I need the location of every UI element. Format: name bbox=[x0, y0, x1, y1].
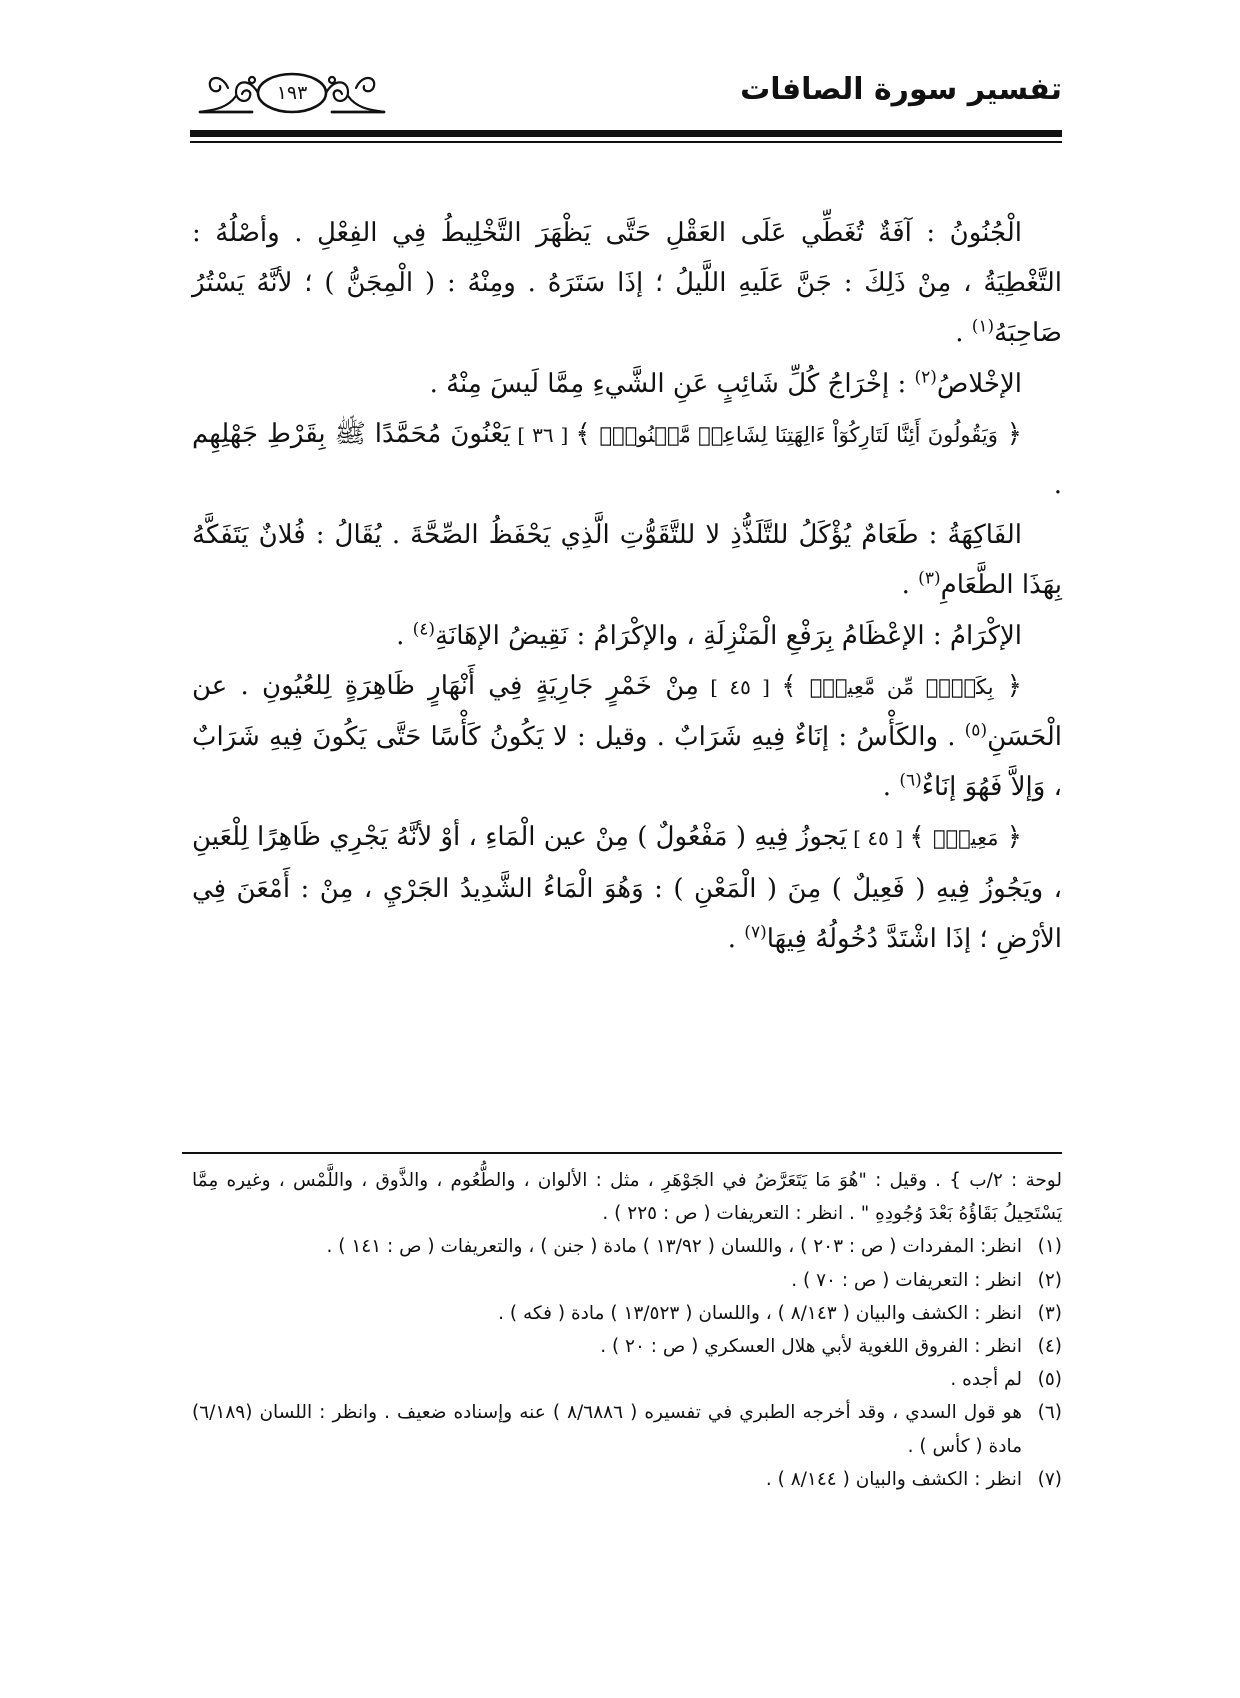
footnote-text: انظر : الكشف والبيان ( ٨/١٤٣ ) ، واللسان ( ١٣/٥٢٣ ) مادة ( فكه ) . bbox=[498, 1302, 1022, 1324]
paragraph-verse-45-kas: ﴿ بِكَأۡسٖ مِّن مَّعِينِۭ ﴾ [ ٤٥ ] مِنْ خَمْرٍ جَارِيَةٍ فِي أَنْهَارٍ ظَاهِرَةٍ لِلعُيُونِ . عن الْحَسَنِ$^{(٥)}$ . والكَأْسُ : إنَاءٌ فِيهِ شَرَابٌ . وقيل : لا يَكُونُ كَأْسًا حَتَّى يَكُونَ فِيهِ شَرَابٌ ، وَإلاَّ فَهُوَ إنَاءٌ$^{(٦)}$ . bbox=[192, 670, 1062, 803]
quran-quote: وَيَقُولُونَ أَئِنَّا لَتَارِكُوٓاْ ءَالِهَتِنَا لِشَاعِرٖ مَّجۡنُونِۭ bbox=[599, 422, 998, 447]
footnote-text: انظر: المفردات ( ص : ٢٠٣ ) ، واللسان ( ١٣/٩٢ ) مادة ( جنن ) ، والتعريفات ( ص : ١٤١ ) . bbox=[326, 1236, 1022, 1258]
footnote-ref[interactable]: (٢) bbox=[914, 366, 937, 387]
quran-close-bracket: ﴾ bbox=[575, 418, 600, 449]
header-rule-thick bbox=[190, 130, 1062, 137]
footnote-number: (٣) bbox=[1037, 1302, 1062, 1324]
page-number-ornament bbox=[192, 66, 392, 120]
footnote-ref[interactable]: (٧) bbox=[744, 922, 767, 943]
header-rule-thin bbox=[190, 141, 1062, 143]
footnote-text: انظر : الفروق اللغوية لأبي هلال العسكري ( ص : ٢٠ ) . bbox=[600, 1336, 1022, 1358]
footnote-text: لم أجده . bbox=[950, 1369, 1022, 1391]
quran-open-bracket: ﴿ bbox=[997, 418, 1022, 449]
footnote-separator bbox=[182, 1152, 1062, 1154]
paragraph-ikram: الإكْرَامُ : الإعْظَامُ بِرَفْعِ الْمَنْزِلَةِ ، والإكْرَامُ : نَقِيضُ الإهَانَةِ$^{(٤)}$ . bbox=[396, 618, 1022, 651]
paragraph-ikhlas: الإخْلاصُ$^{(٢)}$ : إخْرَاجُ كُلِّ شَائِبٍ عَنِ الشَّيءِ مِمَّا لَيسَ مِنْهُ . bbox=[429, 366, 1022, 399]
verse-number: [ ٤٥ ] bbox=[698, 674, 782, 699]
footnote-ref[interactable]: (٣) bbox=[918, 568, 941, 589]
footnote-ref[interactable]: (٤) bbox=[412, 618, 436, 639]
quran-open-bracket: ﴿ bbox=[998, 822, 1023, 853]
footnote-number: (١) bbox=[1037, 1236, 1062, 1258]
paragraph-junun: الْجُنُونُ : آفَةٌ تُغَطِّي عَلَى العَقْلِ حَتَّى يَظْهَرَ التَّخْلِيطُ فِي الفِعْلِ . وأصْلُهُ : التَّغْطِيَةُ ، مِنْ ذَلِكَ : جَنَّ عَلَيهِ اللَّيلُ ؛ إذَا سَتَرَهُ . ومِنْهُ : ( الْمِجَنُّ ) ؛ لأنَّهُ يَسْتُرُ صَاحِبَهُ$^{(١)}$ . bbox=[192, 218, 1062, 349]
footnote-item bbox=[192, 1330, 1062, 1363]
footnote-number: (٧) bbox=[1037, 1468, 1062, 1490]
footnote-number: (٢) bbox=[1037, 1269, 1062, 1291]
footnote-number: (٦) bbox=[1037, 1402, 1062, 1424]
page-number: ١٩٣ bbox=[276, 82, 308, 104]
verse-number: [ ٣٦ ] bbox=[510, 422, 576, 447]
footnote-ref[interactable]: (٦) bbox=[899, 770, 922, 791]
footnote-text: هو قول السدي ، وقد أخرجه الطبري في تفسيره ( ٨/٦٨٨٦ ) عنه وإسناده ضعيف . وانظر : اللسان (٦/١٨٩) مادة ( كأس ) . bbox=[192, 1402, 1022, 1457]
running-header-title: تفسير سورة الصافات bbox=[740, 72, 1062, 107]
footnote-item bbox=[192, 1363, 1062, 1396]
footnote-number: (٥) bbox=[1037, 1369, 1062, 1391]
verse-number: [ ٤٥ ] bbox=[846, 826, 910, 851]
quran-quote: مَعِينِۭ bbox=[932, 826, 999, 851]
footnote-item bbox=[192, 1264, 1062, 1297]
footnote-item bbox=[192, 1463, 1062, 1496]
footnotes bbox=[192, 1164, 1062, 1496]
footnote-item bbox=[192, 1230, 1062, 1263]
main-text bbox=[192, 208, 1062, 964]
quran-quote: بِكَأۡسٖ مِّن مَّعِينِۭ bbox=[809, 674, 994, 699]
quran-close-bracket: ﴾ bbox=[781, 670, 810, 701]
quran-open-bracket: ﴿ bbox=[993, 670, 1023, 701]
quran-close-bracket: ﴾ bbox=[909, 822, 933, 853]
footnote-number: (٤) bbox=[1037, 1336, 1062, 1358]
footnote-item bbox=[192, 1396, 1062, 1462]
paragraph-fakiha: الفَاكِهَةُ : طَعَامٌ يُؤْكَلُ للتَّلَذُّذِ لا للتَّقَوُّتِ الَّذِي يَحْفَظُ الصِّحَّةَ . يُقَالُ : فُلانٌ يَتَفَكَّهُ بِهَذَا الطَّعَامِ$^{(٣)}$ . bbox=[192, 520, 1062, 601]
footnote-text: انظر : التعريفات ( ص : ٧٠ ) . bbox=[791, 1269, 1022, 1291]
footnote-item bbox=[192, 1297, 1062, 1330]
paragraph-verse-36: ﴿ وَيَقُولُونَ أَئِنَّا لَتَارِكُوٓاْ ءَالِهَتِنَا لِشَاعِرٖ مَّجۡنُونِۭ ﴾ [ ٣٦ ] يَعْنُونَ مُحَمَّدًا ﷺ بِقَرْطِ جَهْلِهِم . bbox=[192, 418, 1062, 501]
footnote-ref[interactable]: (٥) bbox=[964, 720, 988, 741]
footnote-ref[interactable]: (١) bbox=[971, 316, 995, 337]
footnote-continuation: لوحة : ٢/ب } . وقيل : "هُوَ مَا يَتَعَرَّضُ في الجَوْهَرِ ، مثل : الألوان ، والطُّعُوم ، والذَّوق ، واللَّمْس ، وغيره مِمَّا يَسْتَحِيلُ بَقَاؤُهُ بَعْدَ وُجُودِهِ " . انظر : التعريفات ( ص : ٢٢٥ ) . bbox=[192, 1170, 1063, 1225]
footnote-text: انظر : الكشف والبيان ( ٨/١٤٤ ) . bbox=[765, 1468, 1022, 1490]
paragraph-verse-45-maeen: ﴿ مَعِينِۭ ﴾ [ ٤٥ ] يَجوزُ فِيهِ ( مَفْعُولٌ ) مِنْ عين الْمَاءِ ، أوْ لأنَّهُ يَجْرِي ظَاهِرًا لِلْعَينِ ، ويَجُوزُ فِيهِ ( فَعِيلٌ ) مِنَ ( الْمَعْنِ ) : وَهُوَ الْمَاءُ الشَّدِيدُ الجَرْيِ ، مِنْ : أَمْعَنَ فِي الأرْضِ ؛ إذَا اشْتَدَّ دُخُولُهُ فِيهَا$^{(٧)}$ . bbox=[192, 822, 1062, 954]
